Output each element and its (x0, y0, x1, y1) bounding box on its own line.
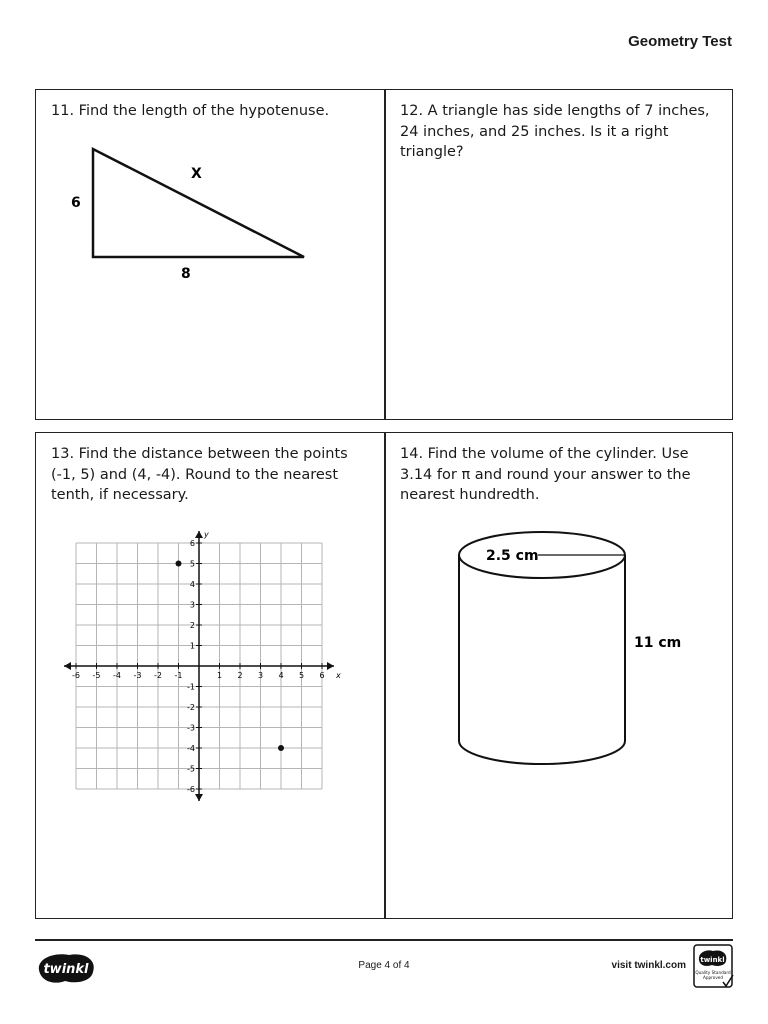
hypotenuse-label: X (191, 166, 202, 182)
height-label: 6 (71, 195, 81, 211)
badge-line1: Quality Standard (695, 970, 731, 975)
quality-badge (693, 944, 735, 990)
column-divider (384, 90, 386, 419)
right-triangle-diagram (56, 135, 356, 295)
x-tick-label: -1 (174, 671, 183, 680)
x-tick-label: 5 (298, 671, 305, 680)
y-tick-label: -6 (187, 785, 195, 794)
question-row-bottom (35, 432, 733, 919)
x-axis-arrow-right (327, 662, 334, 670)
question-14-text: 14. Find the volume of the cylinder. Use 3.14 for π and round your answer to the nearest hundredth. (400, 446, 691, 503)
question-row-top (35, 89, 733, 420)
y-axis-label: y (204, 530, 209, 539)
footer-rule (35, 939, 733, 941)
x-tick-label: -5 (92, 671, 101, 680)
x-tick-label: 6 (319, 671, 325, 680)
y-tick-label: -3 (187, 723, 195, 733)
cylinder-height-label: 11 cm (634, 635, 682, 651)
x-axis-arrow-left (64, 662, 71, 670)
badge-line2: Approved (702, 975, 724, 980)
y-tick-label: 1 (189, 641, 195, 651)
x-axis-label: x (336, 671, 341, 680)
x-tick-label: 3 (257, 671, 264, 680)
cylinder-diagram (446, 528, 736, 773)
document-title: Geometry Test (628, 33, 732, 50)
y-tick-label: -2 (187, 703, 195, 712)
plotted-point (278, 745, 284, 751)
x-tick-label: -6 (72, 671, 80, 680)
twinkl-logo-text: twinkl (43, 962, 89, 977)
x-tick-label: 1 (216, 671, 223, 680)
base-label: 8 (181, 266, 191, 282)
y-tick-label: -1 (187, 682, 195, 692)
question-11-text: 11. Find the length of the hypotenuse. (51, 103, 330, 119)
x-tick-label: -3 (133, 671, 142, 680)
y-tick-label: 4 (189, 580, 195, 589)
y-tick-label: -5 (187, 764, 195, 774)
y-axis-arrow-down (195, 794, 203, 801)
x-tick-label: -2 (154, 671, 162, 680)
cylinder-bottom (459, 741, 625, 764)
y-tick-label: 3 (189, 600, 195, 610)
badge-brand: twinkl (700, 956, 725, 964)
y-tick-label: 6 (189, 539, 195, 548)
plotted-point (176, 561, 182, 567)
column-divider (384, 433, 386, 918)
radius-label: 2.5 cm (486, 548, 539, 564)
y-tick-label: 5 (189, 559, 195, 569)
y-tick-label: -4 (187, 744, 195, 753)
y-tick-label: 2 (189, 621, 195, 630)
x-tick-label: -4 (113, 671, 121, 680)
question-12-text: 12. A triangle has side lengths of 7 inches, 24 inches, and 25 inches. Is it a right triangle? (400, 103, 710, 160)
y-axis-arrow-up (195, 531, 203, 538)
x-tick-label: 4 (278, 671, 284, 680)
page-number: Page 4 of 4 (358, 960, 410, 971)
visit-link[interactable]: visit twinkl.com (611, 960, 686, 971)
coordinate-plane (56, 518, 356, 813)
question-13-text: 13. Find the distance between the points (-1, 5) and (4, -4). Round to the nearest tenth, if necessary. (51, 446, 348, 503)
x-tick-label: 2 (237, 671, 243, 680)
